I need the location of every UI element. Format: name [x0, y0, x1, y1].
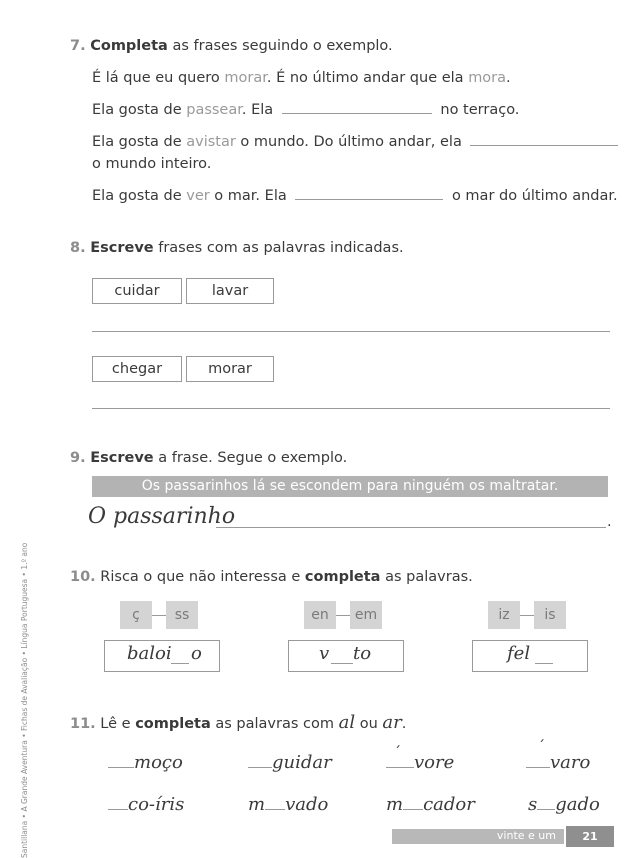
q11-instruction-bold: completa	[135, 716, 211, 732]
footer-bar	[392, 829, 564, 844]
q10-option-dash	[152, 615, 166, 616]
q7-sentence-2	[92, 134, 618, 150]
q11-word-text: moço	[134, 752, 183, 773]
q10-word-start: fel	[507, 643, 531, 664]
q11-instruction: Lê e	[95, 716, 136, 732]
q7-instruction: as frases seguindo o exemplo.	[167, 38, 393, 54]
q11-blank[interactable]	[537, 799, 555, 810]
q10-option-chip[interactable]: en	[304, 601, 336, 629]
q7-s2-part: Ela gosta de	[92, 134, 187, 150]
q7-example	[92, 70, 511, 86]
q11-word[interactable]	[528, 794, 600, 815]
q10-word-end: o	[191, 643, 202, 664]
q9-title	[70, 450, 347, 466]
q11-blank[interactable]	[265, 799, 285, 810]
q9-answer-line[interactable]	[216, 527, 606, 528]
q10-instruction-bold: completa	[304, 569, 381, 585]
q9-number: 9.	[70, 450, 86, 466]
q11-accent: ´	[394, 745, 401, 761]
q8-instruction-bold: Escreve	[90, 240, 154, 256]
q11-word[interactable]	[108, 752, 183, 773]
q11-word[interactable]	[248, 752, 332, 773]
q7-sentence-2-line2: o mundo inteiro.	[92, 156, 212, 172]
q11-word-text: vore	[414, 752, 455, 773]
sidebar-credits: Santillana • A Grande Aventura • Fichas de Avaliação • Língua Portuguesa • 1.º ano	[20, 542, 29, 858]
q8-word-box: lavar	[186, 278, 274, 304]
q10-instruction: as palavras.	[380, 569, 473, 585]
q7-s1-part: . Ela	[241, 102, 274, 118]
q10-answer-box[interactable]	[288, 640, 404, 672]
q11-cursive-al: al	[338, 712, 356, 733]
q10-answer-box[interactable]	[104, 640, 220, 672]
q10-word-start: v	[319, 643, 330, 664]
q8-word-box: cuidar	[92, 278, 182, 304]
q11-accent: ´	[538, 739, 545, 755]
q11-word-text: vado	[285, 794, 329, 815]
q7-instruction-bold: Completa	[90, 38, 168, 54]
q8-instruction: frases com as palavras indicadas.	[153, 240, 404, 256]
q10-instruction: Risca o que não interessa e	[95, 569, 305, 585]
q11-word-text: m	[386, 794, 404, 815]
q9-period: .	[607, 514, 612, 530]
q7-s1-part: Ela gosta de	[92, 102, 187, 118]
q11-blank[interactable]	[108, 757, 134, 768]
q10-word-start: baloi	[127, 643, 172, 664]
q7-s1-part: no terraço.	[440, 102, 520, 118]
q11-word-text: s	[528, 794, 538, 815]
q11-blank[interactable]	[108, 799, 128, 810]
q11-word-text: m	[248, 794, 266, 815]
q10-title	[70, 569, 473, 585]
q7-example-part: É lá que eu quero	[92, 70, 225, 86]
q7-s3-blank[interactable]	[295, 189, 443, 200]
q11-instruction: ou	[355, 716, 383, 732]
q11-word-text: co-íris	[128, 794, 185, 815]
q11-word[interactable]	[386, 745, 455, 773]
q11-title	[70, 712, 406, 733]
q8-title	[70, 240, 404, 256]
q10-gap-line	[331, 663, 353, 664]
q11-instruction: .	[401, 716, 407, 732]
q9-cursive-start: O passarinho	[88, 504, 236, 529]
q10-option-dash	[520, 615, 534, 616]
q7-example-part: . É no último andar que ela	[266, 70, 469, 86]
q11-blank[interactable]	[403, 799, 423, 810]
q11-word[interactable]	[526, 739, 591, 773]
q7-sentence-3	[92, 188, 618, 204]
q11-word-text: varo	[550, 752, 591, 773]
q10-option-chip[interactable]: is	[534, 601, 566, 629]
q11-word[interactable]	[108, 794, 184, 815]
q7-s2-part: o mundo. Do último andar, ela	[235, 134, 462, 150]
q10-option-chip[interactable]: ss	[166, 601, 198, 629]
q10-number: 10.	[70, 569, 96, 585]
q8-word-box: chegar	[92, 356, 182, 382]
q9-instruction-bold: Escreve	[90, 450, 154, 466]
q8-answer-line-1[interactable]	[92, 331, 610, 332]
q7-s1-word: passear	[186, 102, 242, 118]
q11-blank[interactable]	[386, 745, 414, 768]
q7-s3-part: o mar. Ela	[209, 188, 287, 204]
q7-s3-part: o mar do último andar.	[451, 188, 618, 204]
q11-word-text: cador	[423, 794, 475, 815]
q9-example-sentence: Os passarinhos lá se escondem para ninguém os maltratar.	[92, 476, 608, 497]
q10-gap-line	[171, 663, 189, 664]
q11-cursive-ar: ar	[382, 712, 402, 733]
q7-example-part: .	[506, 70, 511, 86]
q8-word-box: morar	[186, 356, 274, 382]
q11-word-text: guidar	[272, 752, 332, 773]
q10-option-dash	[336, 615, 350, 616]
q10-gap-line	[535, 663, 553, 664]
q8-answer-line-2[interactable]	[92, 408, 610, 409]
q10-option-chip[interactable]: iz	[488, 601, 520, 629]
q9-instruction: a frase. Segue o exemplo.	[153, 450, 348, 466]
q7-s2-word: avistar	[186, 134, 236, 150]
q11-word-text: gado	[555, 794, 600, 815]
q7-example-word-2: mora	[468, 70, 507, 86]
q11-instruction: as palavras com	[210, 716, 339, 732]
q10-option-chip[interactable]: em	[350, 601, 382, 629]
q7-sentence-1	[92, 102, 519, 118]
q11-blank[interactable]	[248, 757, 272, 768]
page-number: 21	[566, 826, 614, 847]
q10-answer-box[interactable]	[472, 640, 588, 672]
q7-title	[70, 38, 393, 54]
q11-word[interactable]	[386, 794, 475, 815]
q8-number: 8.	[70, 240, 86, 256]
q11-number: 11.	[70, 716, 96, 732]
q7-s3-part: Ela gosta de	[92, 188, 187, 204]
q11-blank[interactable]	[526, 739, 550, 768]
q7-example-word-1: morar	[224, 70, 267, 86]
q10-option-chip[interactable]: ç	[120, 601, 152, 629]
q7-s2-blank[interactable]	[470, 135, 618, 146]
footer-page-words: vinte e um	[496, 829, 556, 842]
q11-word[interactable]	[248, 794, 328, 815]
q7-s3-word: ver	[186, 188, 210, 204]
q7-number: 7.	[70, 38, 86, 54]
q7-s1-blank[interactable]	[282, 103, 432, 114]
q10-word-end: to	[353, 643, 372, 664]
